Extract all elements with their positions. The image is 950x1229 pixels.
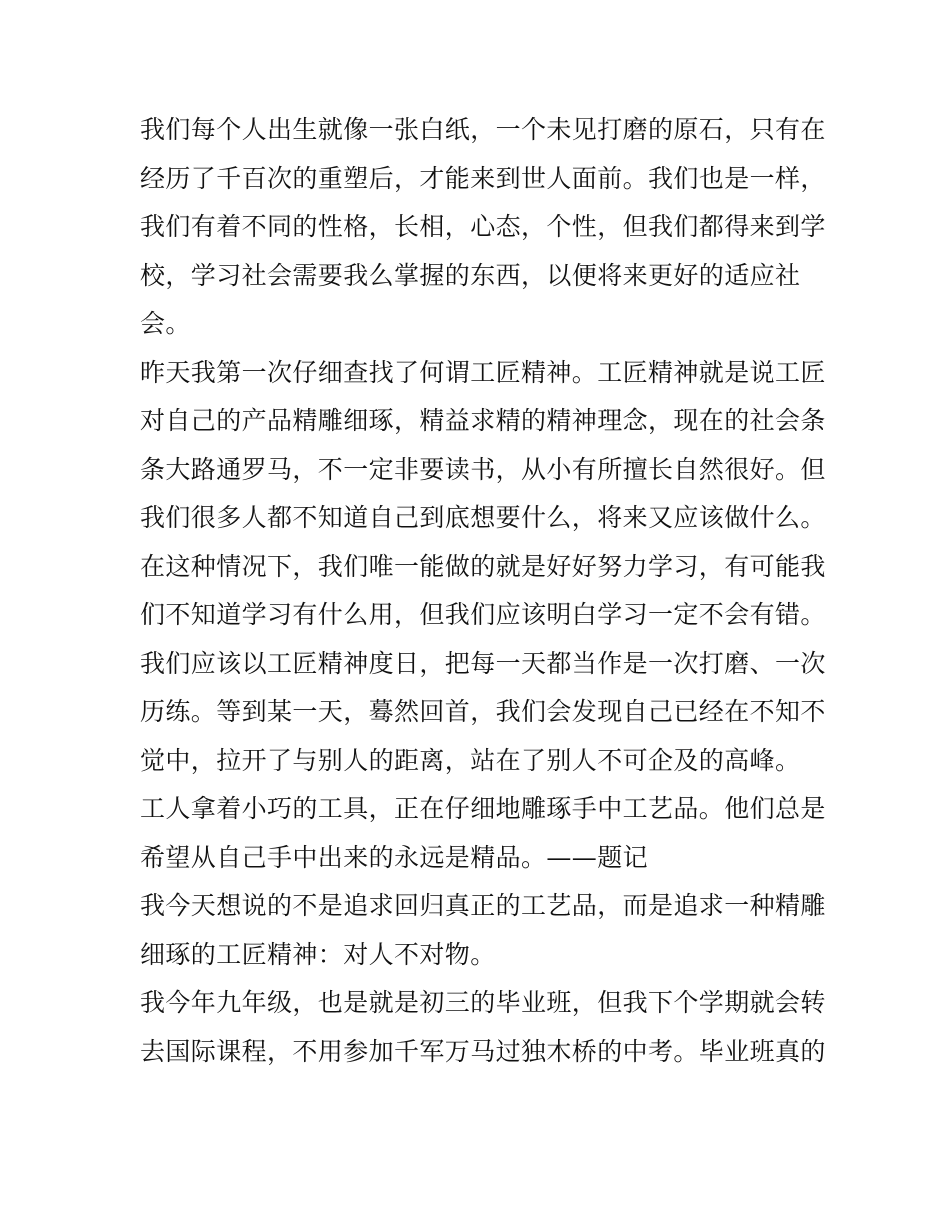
text-line: 昨天我第一次仔细查找了何谓工匠精神。工匠精神就是说工匠 [140,357,826,387]
text-line: 我们很多人都不知道自己到底想要什么，将来又应该做什么。 [140,503,826,532]
text-line: 会。 [140,309,191,338]
text-line: 校，学习社会需要我么掌握的东西，以便将来更好的适应社 [140,260,801,290]
text-line: 我们应该以工匠精神度日，把每一天都当作是一次打磨、一次 [140,648,826,678]
document-body [140,106,826,1076]
text-line: 们不知道学习有什么用，但我们应该明白学习一定不会有错。 [140,600,826,629]
text-line: 觉中，拉开了与别人的距离，站在了别人不可企及的高峰。 [140,745,801,775]
text-line: 条大路通罗马，不一定非要读书，从小有所擅长自然很好。但 [140,454,826,484]
text-line: 经历了千百次的重塑后，才能来到世人面前。我们也是一样， [140,163,826,193]
text-line: 我今年九年级，也是就是初三的毕业班，但我下个学期就会转 [140,988,826,1017]
text-line: 在这种情况下，我们唯一能做的就是好好努力学习，有可能我 [140,551,826,581]
text-line: 对自己的产品精雕细琢，精益求精的精神理念，现在的社会条 [140,406,826,435]
text-line: 历练。等到某一天，蓦然回首，我们会发现自己已经在不知不 [140,697,826,726]
text-line: 希望从自己手中出来的永远是精品。——题记 [140,842,649,872]
text-line: 我今天想说的不是追求回归真正的工艺品，而是追求一种精雕 [140,891,826,920]
text-line: 我们有着不同的性格，长相，心态，个性，但我们都得来到学 [140,212,826,241]
text-line: 去国际课程，不用参加千军万马过独木桥的中考。毕业班真的 [140,1036,826,1066]
text-line: 工人拿着小巧的工具，正在仔细地雕琢手中工艺品。他们总是 [140,794,826,823]
text-line: 我们每个人出生就像一张白纸，一个未见打磨的原石，只有在 [140,115,826,144]
text-line: 细琢的工匠精神：对人不对物。 [140,939,496,969]
